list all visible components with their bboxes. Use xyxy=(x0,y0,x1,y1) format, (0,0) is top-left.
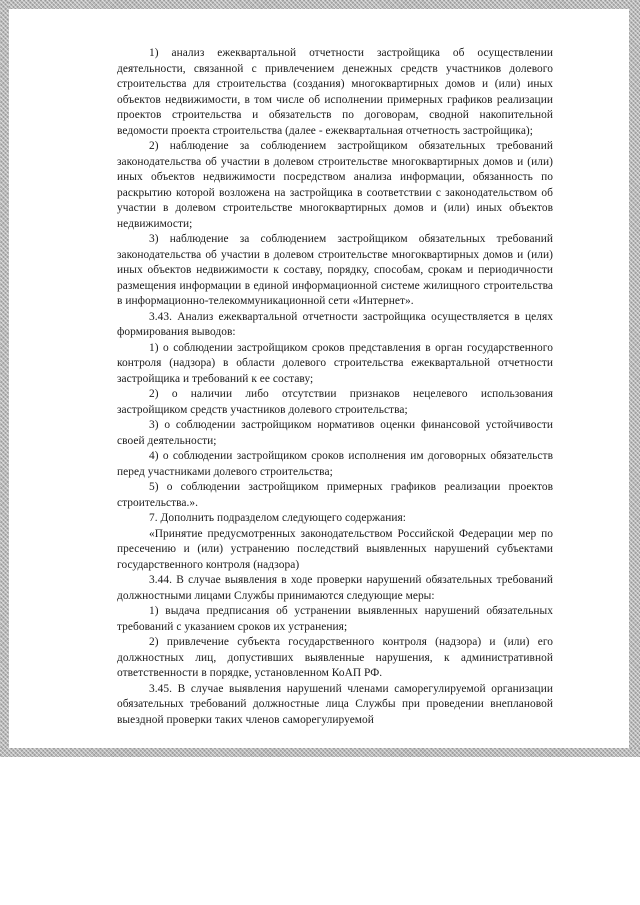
paragraph: 3) наблюдение за соблюдением застройщиком обязательных требований законодательства об участии в долевом строительстве многоквартирных домов и (или) иных объектов недвижимости к составу, порядку, способам, срокам и периодичности размещения информации в единой информационной системе жилищного строительства в информационно-телекоммуникационной сети «Интернет». xyxy=(117,233,553,307)
paragraph: «Принятие предусмотренных законодательством Российской Федерации мер по пресечению и (или) устранению последствий выявленных нарушений субъектами государственного контроля (надзора) xyxy=(117,527,553,571)
paragraph: 3.43. Анализ ежеквартальной отчетности застройщика осуществляется в целях формирования выводов: xyxy=(117,310,553,338)
paragraph: 5) о соблюдении застройщиком примерных графиков реализации проектов строительства.». xyxy=(117,481,553,509)
paragraph: 2) о наличии либо отсутствии признаков нецелевого использования застройщиком средств участников долевого строительства; xyxy=(117,388,553,416)
document-body xyxy=(117,46,553,728)
paragraph: 7. Дополнить подразделом следующего содержания: xyxy=(149,512,407,524)
paragraph: 1) анализ ежеквартальной отчетности застройщика об осуществлении деятельности, связанной с привлечением денежных средств участников долевого строительства для строительства (создания) многоквартирных домов и (или) иных объектов недвижимости, в том числе об исполнении примерных графиков реализации проектов строительства и обязательств по договорам, сводной накопительной ведомости проекта строительства (далее - ежеквартальная отчетность застройщика); xyxy=(117,47,553,137)
scan-border-top xyxy=(0,0,640,9)
scan-border-bottom xyxy=(0,748,640,757)
paragraph: 1) о соблюдении застройщиком сроков представления в орган государственного контроля (надзора) в области долевого строительства ежеквартальной отчетности застройщика и требований к ее составу; xyxy=(117,341,553,385)
paragraph: 2) наблюдение за соблюдением застройщиком обязательных требований законодательства об участии в долевом строительстве многоквартирных домов и (или) иных объектов недвижимости посредством анализа информации, обязанность по раскрытию которой возложена на застройщика в соответствии с законодательством об участии в долевом строительстве многоквартирных домов и (или) иных объектов недвижимости; xyxy=(117,140,553,230)
paragraph: 4) о соблюдении застройщиком сроков исполнения им договорных обязательств перед участниками долевого строительства; xyxy=(117,450,553,478)
paragraph: 2) привлечение субъекта государственного контроля (надзора) и (или) его должностных лиц, допустивших выявленные нарушения, к административной ответственности в порядке, установленном КоАП РФ. xyxy=(117,636,553,679)
scan-border-right xyxy=(629,0,640,757)
paragraph: 3) о соблюдении застройщиком нормативов оценки финансовой устойчивости своей деятельности; xyxy=(117,419,553,447)
paragraph: 3.45. В случае выявления нарушений членами саморегулируемой организации обязательных требований должностные лица Службы при проведении внеплановой выездной проверки таких членов саморегулируемой xyxy=(117,682,553,726)
paragraph: 1) выдача предписания об устранении выявленных нарушений обязательных требований с указанием сроков их устранения; xyxy=(117,605,553,633)
scan-border-left xyxy=(0,0,9,757)
blank-margin xyxy=(0,757,640,905)
paragraph: 3.44. В случае выявления в ходе проверки нарушений обязательных требований должностными лицами Службы принимаются следующие меры: xyxy=(117,574,553,602)
